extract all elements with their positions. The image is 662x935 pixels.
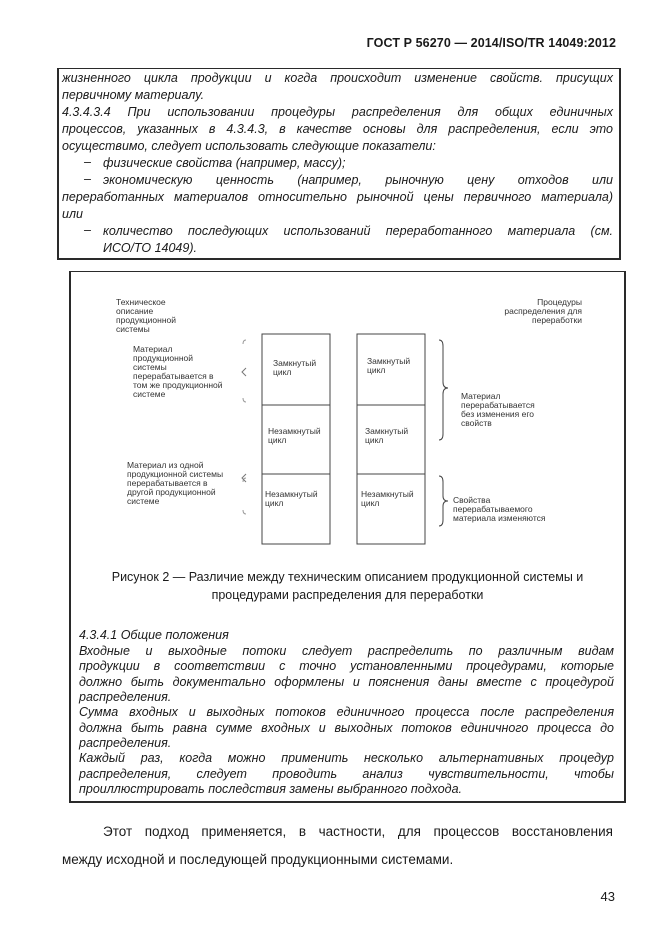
bullet-2-line-3: или [62, 207, 83, 221]
box2-line-4: распределения. [79, 690, 172, 704]
paragraph-line-2: между исходной и последующей продукционными системами. [62, 852, 454, 867]
cell-text: Замкнутый [273, 358, 317, 368]
bullet-3-line-1: количество последующих использований переработанного материала (см. [103, 224, 613, 238]
right-label-2-line: Свойства [453, 495, 491, 505]
bullet-2-line-2: переработанных материалов относительно рыночной цены первичного материала) [62, 190, 613, 204]
right-brace-1 [439, 340, 448, 440]
bullet-3-line-2: ИСО/ТО 14049). [103, 241, 197, 255]
right-label-1 [461, 392, 535, 428]
left-heading-line: системы [116, 324, 150, 334]
box1-line-5: осуществимо, следует использовать следующие показатели: [62, 139, 436, 153]
cell-text: цикл [365, 435, 384, 445]
right-label-2-line: перерабатываемого [453, 504, 533, 514]
left-label-1 [133, 345, 223, 399]
left-cell-2 [268, 427, 321, 445]
bullet-1: физические свойства (например, массу); [103, 156, 346, 170]
box2-line-7: распределения. [79, 736, 172, 750]
page-number: 43 [600, 889, 615, 904]
box2-line-6: должна быть равна сумме входных и выходных потоков единичного процесса до [79, 721, 614, 735]
right-label-1-line: без изменения его [461, 409, 534, 419]
box1-line-3: 4.3.4.3.4 При использовании процедуры распределения для общих единичных [62, 105, 613, 119]
cell-text: Незамкнутый [361, 489, 414, 499]
left-heading [116, 298, 176, 334]
right-label-2-line: материала изменяются [453, 513, 546, 523]
left-label-2-line: продукционной системы [127, 469, 224, 479]
left-bracket-2 [243, 478, 246, 514]
cell-text: Незамкнутый [265, 489, 318, 499]
caption-line: Рисунок 2 — Различие между техническим описанием продукционной системы и [111, 570, 584, 584]
cell-text: цикл [268, 435, 287, 445]
bullet-dash-2: – [84, 172, 91, 186]
box1-line-4: процессов, указанных в 4.3.4.3, в качестве основы для распределения, если это [62, 122, 613, 136]
cell-text: цикл [273, 367, 292, 377]
left-label-2 [127, 461, 223, 506]
right-brace-2 [439, 476, 448, 526]
cell-text: Замкнутый [367, 356, 411, 366]
cell-text: цикл [265, 498, 284, 508]
box2-line-1: Входные и выходные потоки следует распределить по различным видам [79, 644, 614, 658]
right-heading [504, 298, 582, 325]
cell-text: Незамкнутый [268, 426, 321, 436]
right-label-1-line: свойств [461, 418, 492, 428]
bullet-dash-1: – [84, 155, 91, 169]
box2-line-5: Сумма входных и выходных потоков единичного процесса после распределения [79, 705, 614, 719]
bullet-dash-3: – [84, 223, 91, 237]
left-label-1-line: том же продукционной [133, 380, 223, 390]
left-heading-line: продукционной [116, 315, 177, 325]
box2-line-2: продукции в соответствии с точно установленными процедурами, которые [79, 659, 614, 673]
box2-line-8: Каждый раз, когда можно применить несколько альтернативных процедур [79, 751, 614, 765]
right-cell-3 [361, 490, 414, 508]
left-cell-1 [273, 359, 316, 377]
box2-line-10: проиллюстрировать последствия замены выбранного подхода. [79, 782, 463, 796]
right-heading-line: переработки [531, 315, 582, 325]
figure-caption [80, 568, 615, 604]
cell-text: цикл [361, 498, 380, 508]
box1-line-1: жизненного цикла продукции и когда происходит изменение свойств. присущих [62, 71, 613, 85]
left-label-1-line: продукционной [133, 353, 194, 363]
left-label-2-line: перерабатывается в [127, 478, 208, 488]
bullet-2-line-1: экономическую ценность (например, рыночную цену отходов или [103, 173, 613, 187]
left-label-1-line: системы [133, 362, 167, 372]
document-header: ГОСТ Р 56270 — 2014/ISO/TR 14049:2012 [366, 36, 616, 50]
left-label-1-line: перерабатывается в [133, 371, 214, 381]
right-cell-1 [367, 357, 410, 375]
left-cell-3 [265, 490, 318, 508]
right-heading-line: Процедуры [537, 297, 582, 307]
left-label-2-line: системе [127, 496, 160, 506]
caption-line: процедурами распределения для переработки [211, 588, 484, 602]
section-heading: 4.3.4.1 Общие положения [79, 628, 229, 642]
right-cell-2 [365, 427, 408, 445]
left-heading-line: Техническое [116, 297, 166, 307]
cell-text: цикл [367, 365, 386, 375]
left-brace-tip-1 [242, 368, 246, 376]
left-label-2-line: Материал из одной [127, 460, 204, 470]
cell-text: Замкнутый [365, 426, 409, 436]
right-label-1-line: перерабатывается [461, 400, 535, 410]
paragraph-line-1: Этот подход применяется, в частности, для процессов восстановления [103, 824, 613, 839]
left-label-1-line: системе [133, 389, 166, 399]
right-label-1-line: Материал [461, 391, 501, 401]
left-heading-line: описание [116, 306, 154, 316]
box1-line-2: первичному материалу. [62, 88, 205, 102]
box2-line-3: должно быть документально оформлены и пояснения даны вместе с процедурой [79, 675, 614, 689]
right-label-2 [453, 496, 546, 523]
right-heading-line: распределения для [504, 306, 582, 316]
left-label-2-line: другой продукционной [127, 487, 216, 497]
left-label-1-line: Материал [133, 344, 173, 354]
box2-line-9: распределения, следует проводить анализ чувствительности, чтобы [79, 767, 614, 781]
